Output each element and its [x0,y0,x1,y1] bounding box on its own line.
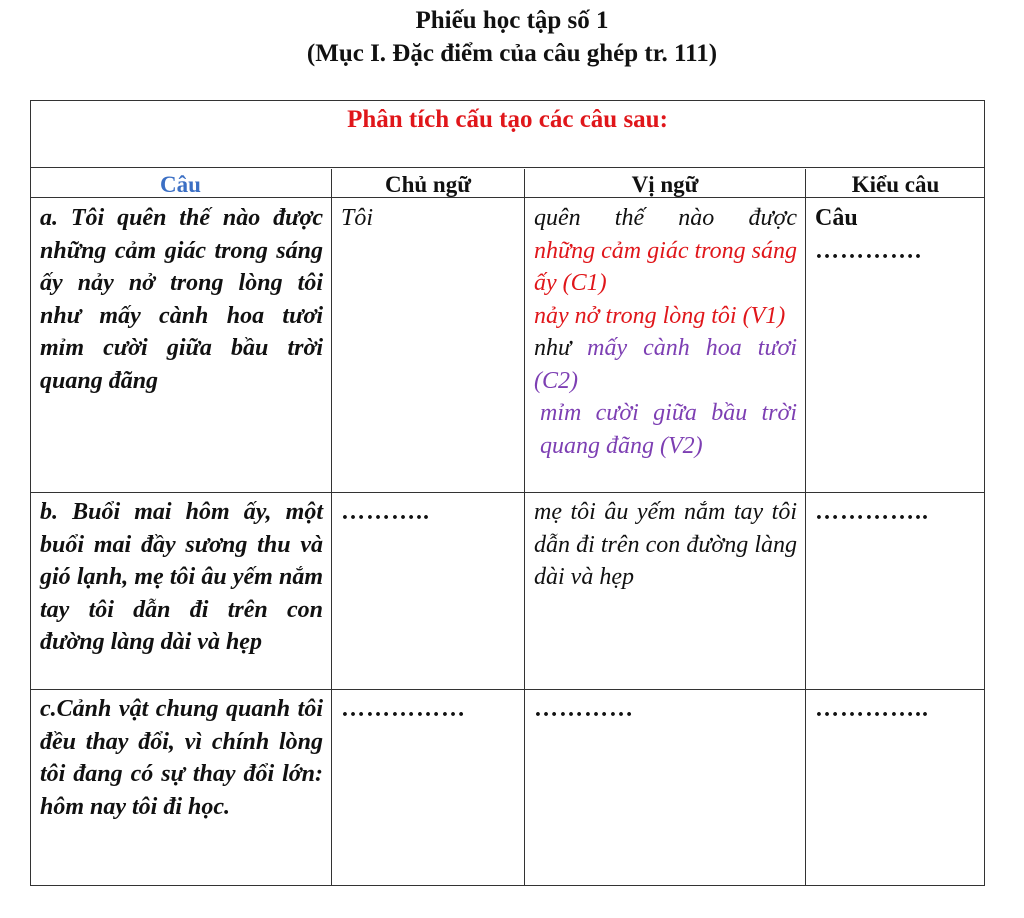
subject-c-blank: …………… [341,696,466,722]
sentence-a: a. Tôi quên thế nào được những cảm giác trong sáng ấy nảy nở trong lòng tôi như mấy cành hoa tươi mỉm cười giữa bầu trời quang đãng [40,205,323,394]
column-header-vi-ngu: Vị ngữ [631,172,699,197]
type-a-blank: …………. [815,237,922,264]
column-header-cau: Câu [160,172,201,197]
column-header-chu-ngu: Chủ ngữ [384,172,472,197]
column-header-kieu-cau: Kiểu câu [851,172,940,197]
type-a [807,202,985,267]
predicate-a-v2: mỉm cười giữa bầu trời quang đãng (V2) [540,400,797,459]
subject-b-blank: ……….. [341,499,430,525]
sentence-b: b. Buổi mai hôm ấy, một buổi mai đầy sương thu và gió lạnh, mẹ tôi âu yếm nắm tay tôi dẫn đi trên con đường làng dài và hẹp [40,499,323,655]
predicate-a-c1: những cảm giác trong sáng ấy (C1) [534,237,797,296]
sentence-c: c.Cảnh vật chung quanh tôi đều thay đổi, vì chính lòng tôi đang có sự thay đổi lớn: hôm nay tôi đi học. [40,696,323,820]
analysis-table [30,100,985,886]
type-b-blank: ………….. [815,499,929,525]
predicate-a-c2: mấy cành hoa tươi (C2) [534,335,798,394]
type-c-blank: ………….. [815,696,929,722]
row-divider [30,167,985,168]
worksheet-subtitle: (Mục I. Đặc điểm của câu ghép tr. 111) [306,40,718,67]
predicate-a-v1: nảy nở trong lòng tôi (V1) [534,302,786,329]
predicate-a [526,202,805,462]
column-divider [805,169,806,886]
column-divider [524,169,525,886]
predicate-c-blank: ………… [534,696,634,722]
worksheet-title: Phiếu học tập số 1 [415,7,609,34]
column-divider [331,169,332,886]
predicate-b: mẹ tôi âu yếm nắm tay tôi dẫn đi trên con đường làng dài và hẹp [534,499,797,590]
predicate-a-part-1: quên thế nào được [534,205,797,231]
row-divider [30,492,985,493]
type-a-label: Câu [815,205,858,231]
table-heading: Phân tích cấu tạo các câu sau: [347,106,668,133]
row-divider [30,689,985,690]
predicate-a-nhu: như [534,335,572,361]
subject-a: Tôi [341,205,374,231]
